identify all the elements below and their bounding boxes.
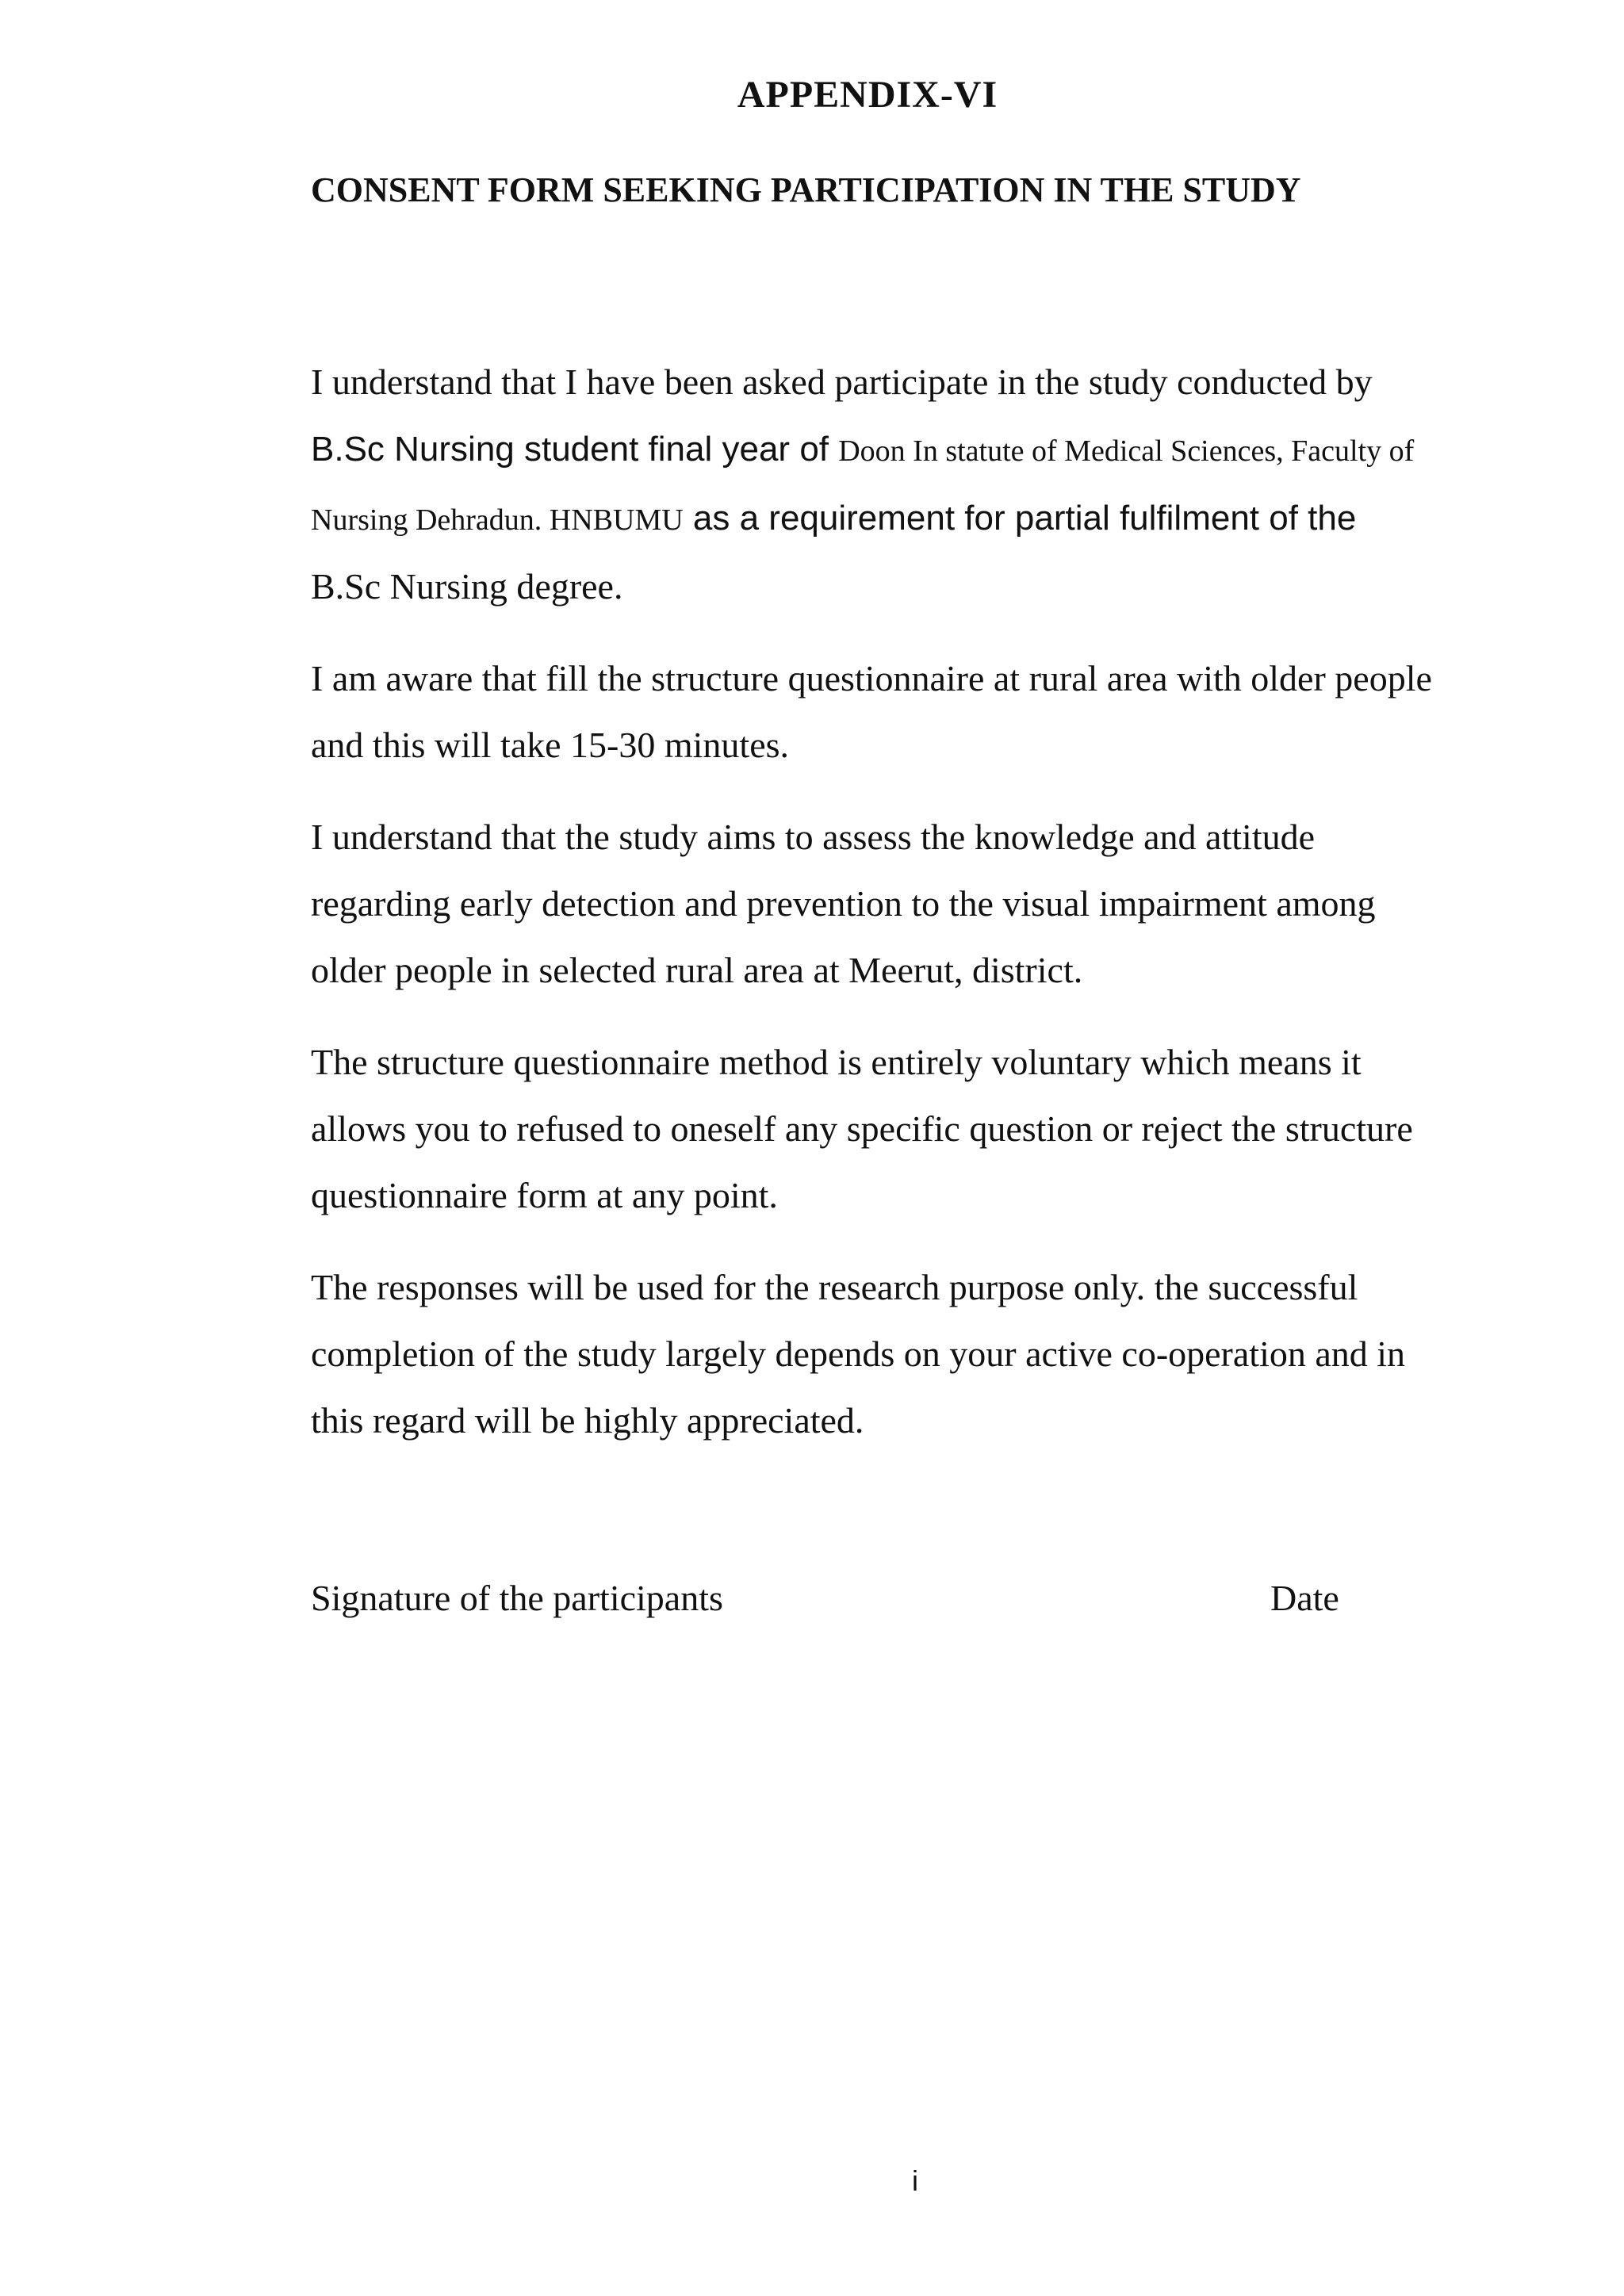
paragraph-awareness: I am aware that fill the structure questionnaire at rural area with older people and this will take 15-30 minutes. xyxy=(311,658,1432,765)
paragraph-study-aims: I understand that the study aims to assess the knowledge and attitude regarding early detection and prevention to the visual impairment among older people in selected rural area at Meerut, district. xyxy=(311,817,1376,990)
consent-body xyxy=(311,349,1453,1479)
paragraph-participation-text-6: B.Sc Nursing degree. xyxy=(311,566,623,607)
consent-form-title: CONSENT FORM SEEKING PARTICIPATION IN THE STUDY xyxy=(311,170,1301,209)
date-label: Date xyxy=(1270,1578,1339,1618)
paragraph-participation-text-1: I understand that I have been asked participate in the study conducted by xyxy=(311,362,1373,402)
paragraph-participation-text-5: as a requirement for partial fulfilment of the xyxy=(683,499,1357,538)
paragraph-participation-text-3: of xyxy=(799,430,839,469)
paragraph-responses: The responses will be used for the research purpose only. the successful completion of the study largely depends on your active co-operation and in this regard will be highly appreciated. xyxy=(311,1267,1406,1441)
signature-label: Signature of the participants xyxy=(311,1578,723,1618)
appendix-title: APPENDIX-VI xyxy=(737,74,998,116)
page-number: i xyxy=(912,2164,918,2197)
paragraph-voluntary: The structure questionnaire method is entirely voluntary which means it allows you to refused to oneself any specific question or reject the structure questionnaire form at any point. xyxy=(311,1042,1413,1215)
paragraph-participation-text-2: B.Sc Nursing student final year xyxy=(311,430,800,469)
institute-name: Doon In statute of Medical Sciences, Faculty of Nursing Dehradun. HNBUMU xyxy=(311,434,1415,537)
paragraph-participation xyxy=(311,349,1453,620)
